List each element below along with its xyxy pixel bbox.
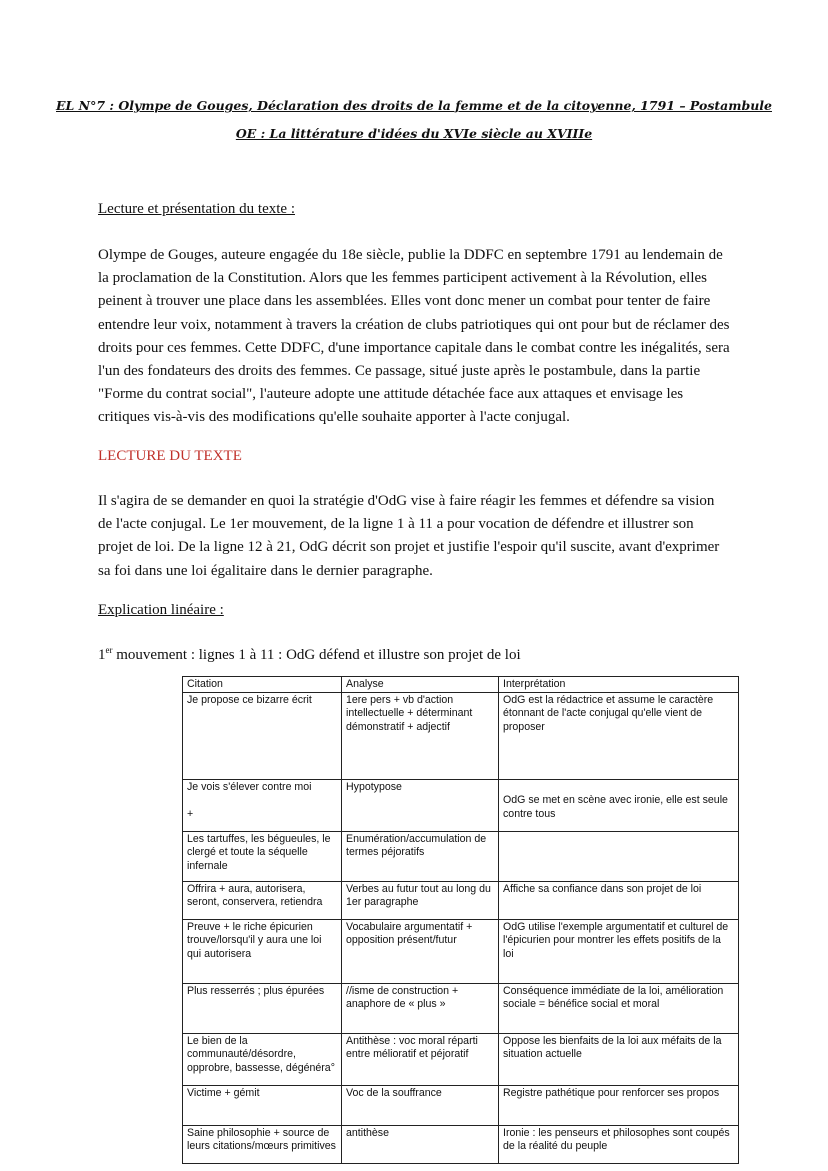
analyse-cell: antithèse (342, 1126, 499, 1164)
table-row (183, 1126, 739, 1164)
movement-heading: 1er mouvement : lignes 1 à 11 : OdG défend et illustre son projet de loi (98, 645, 521, 663)
citation-cell: Offrira + aura, autorisera, seront, conservera, retiendra (183, 882, 342, 920)
table-row (183, 693, 739, 780)
object-of-study: OE : La littérature d'idées du XVIe siècle au XVIIIe (235, 126, 593, 141)
header-analyse: Analyse (342, 677, 499, 693)
analysis-table (182, 676, 739, 1164)
citation-cell: Les tartuffes, les bégueules, le clergé et toute la séquelle infernale (183, 832, 342, 882)
table-row (183, 882, 739, 920)
table-row (183, 920, 739, 984)
citation-cell: Je vois s'élever contre moi + (183, 780, 342, 832)
document-title: EL N°7 : Olympe de Gouges, Déclaration des droits de la femme et de la citoyenne, 1791 – Postambule (56, 98, 772, 113)
citation-cell: Le bien de la communauté/désordre, opprobre, bassesse, dégénéra° (183, 1034, 342, 1086)
lecture-paragraph: Il s'agira de se demander en quoi la stratégie d'OdG vise à faire réagir les femmes et défendre sa vision de l'acte conjugal. Le 1er mouvement, de la ligne 1 à 11 a pour vocation de défendre et illustrer son projet de loi. De la ligne 12 à 21, OdG décrit son projet et justifie l'espoir qu'il suscite, avant d'exprimer sa foi dans une loi égalitaire dans le dernier paragraphe. (98, 493, 720, 579)
analyse-cell: Verbes au futur tout au long du 1er paragraphe (342, 882, 499, 920)
table-row (183, 832, 739, 882)
interpretation-cell: Registre pathétique pour renforcer ses propos (499, 1086, 739, 1126)
interpretation-cell: OdG se met en scène avec ironie, elle est seule contre tous (499, 780, 739, 832)
citation-cell: Preuve + le riche épicurien trouve/lorsqu'il y aura une loi qui autorisera (183, 920, 342, 984)
analyse-cell: 1ere pers + vb d'action intellectuelle + déterminant démonstratif + adjectif (342, 693, 499, 780)
interpretation-cell: Oppose les bienfaits de la loi aux méfaits de la situation actuelle (499, 1034, 739, 1086)
citation-cell: Victime + gémit (183, 1086, 342, 1126)
section-title-explication: Explication linéaire : (98, 602, 224, 618)
analyse-cell: Vocabulaire argumentatif + opposition présent/futur (342, 920, 499, 984)
interpretation-cell: Conséquence immédiate de la loi, amélioration sociale = bénéfice social et moral (499, 984, 739, 1034)
analyse-cell: Enumération/accumulation de termes péjoratifs (342, 832, 499, 882)
table-row (183, 1034, 739, 1086)
analyse-cell: Voc de la souffrance (342, 1086, 499, 1126)
citation-cell: Je propose ce bizarre écrit (183, 693, 342, 780)
analyse-cell: Hypotypose (342, 780, 499, 832)
section-title-lecture: LECTURE DU TEXTE (98, 448, 242, 464)
header-interpretation: Interprétation (499, 677, 739, 693)
table-row (183, 780, 739, 832)
presentation-paragraph: Olympe de Gouges, auteure engagée du 18e siècle, publie la DDFC en septembre 1791 au lendemain de la proclamation de la Constitution. Alors que les femmes participent activement à la Révolution, elles peinent à trouver une place dans les assemblées. Elles vont donc mener un combat pour tenter de faire entendre leur voix, notamment à travers la création de clubs patriotiques qui ont pour but de réclamer des droits pour ces femmes. Cette DDFC, d'une importance capitale dans le combat contre les inégalités, sera l'un des fondateurs des droits des femmes. Ce passage, situé juste après le postambule, dans la partie "Forme du contrat social", l'auteure adopte une attitude détachée face aux attaques et envisage les critiques vis-à-vis des modifications qu'elle souhaite apporter à l'acte conjugal. (98, 247, 730, 426)
header-citation: Citation (183, 677, 342, 693)
table-row (183, 1086, 739, 1126)
interpretation-cell: OdG est la rédactrice et assume le caractère étonnant de l'acte conjugal qu'elle vient de proposer (499, 693, 739, 780)
citation-cell: Plus resserrés ; plus épurées (183, 984, 342, 1034)
interpretation-cell: OdG utilise l'exemple argumentatif et culturel de l'épicurien pour montrer les effets positifs de la loi (499, 920, 739, 984)
interpretation-cell (499, 832, 739, 882)
table-header-row (183, 677, 739, 693)
citation-cell: Saine philosophie + source de leurs citations/mœurs primitives (183, 1126, 342, 1164)
analyse-cell: //isme de construction + anaphore de « plus » (342, 984, 499, 1034)
table-row (183, 984, 739, 1034)
interpretation-cell: Affiche sa confiance dans son projet de loi (499, 882, 739, 920)
section-title-presentation: Lecture et présentation du texte : (98, 201, 295, 217)
analyse-cell: Antithèse : voc moral réparti entre mélioratif et péjoratif (342, 1034, 499, 1086)
interpretation-cell: Ironie : les penseurs et philosophes sont coupés de la réalité du peuple (499, 1126, 739, 1164)
